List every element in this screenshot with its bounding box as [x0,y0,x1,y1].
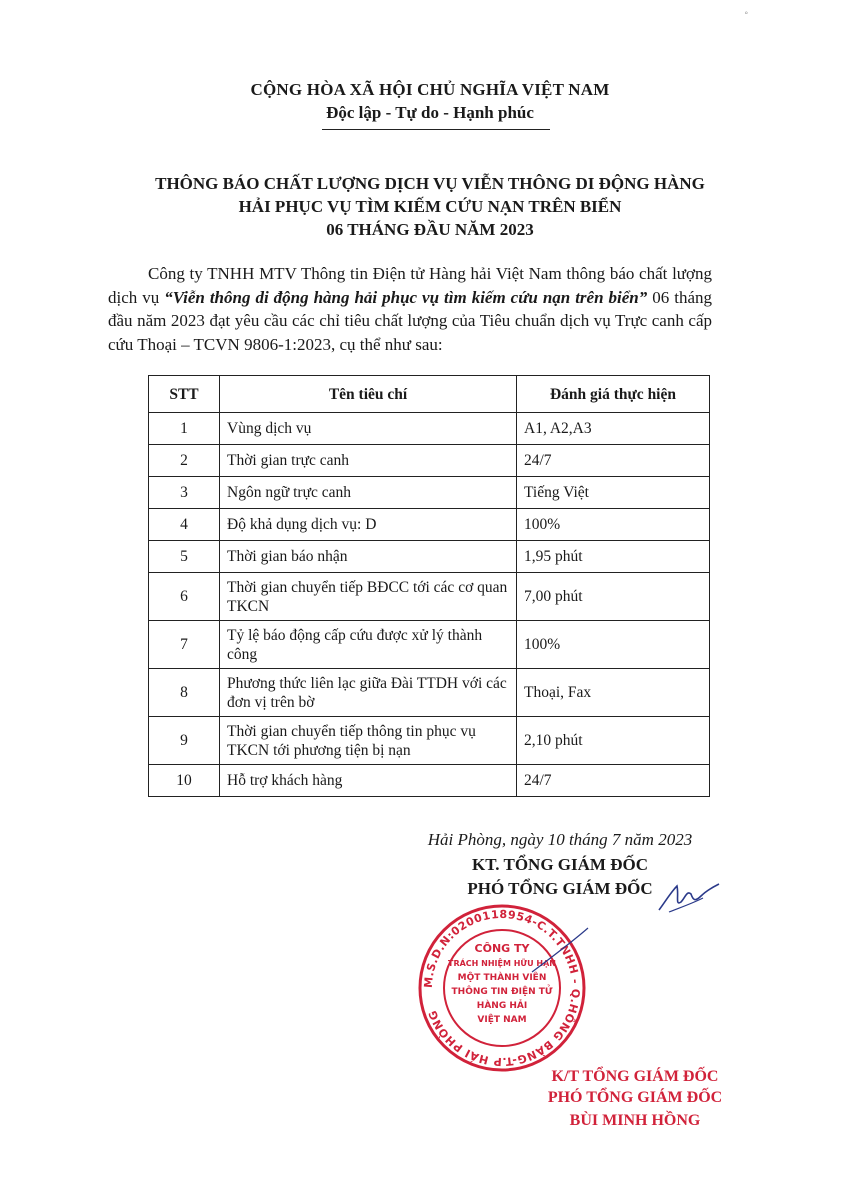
intro-part-2: 06 tháng đầu năm 2023 đạt yêu cầu các chỉ tiêu chất lượng của Tiêu chuẩn dịch vụ Trực canh cấp cứu Thoại – TCVN 9806-1:2023, cụ thể như sau: [108,287,712,354]
criteria-table [148,375,710,797]
cell-stt: 3 [149,477,220,509]
cell-stt: 9 [149,717,220,765]
header-criterion: Tên tiêu chí [220,376,517,413]
table-row [149,573,710,621]
seal-line: CÔNG TY [474,942,530,955]
table-row [149,413,710,445]
table-row [149,669,710,717]
seal-line: TRÁCH NHIỆM HỮU HẠN [448,959,556,968]
cell-stt: 1 [149,413,220,445]
cell-result: 100% [517,509,710,541]
table-row [149,621,710,669]
place-date: Hải Phòng, ngày 10 tháng 7 năm 2023 [427,830,693,849]
cell-result: Tiếng Việt [517,477,710,509]
cell-stt: 7 [149,621,220,669]
table-row [149,445,710,477]
cell-stt: 2 [149,445,220,477]
title-line-3: 06 THÁNG ĐẦU NĂM 2023 [326,220,534,239]
intro-service-name: “Viễn thông di động hàng hải phục vụ tìm kiếm cứu nạn trên biển” [164,287,648,307]
red-sign-line-1: K/T TỔNG GIÁM ĐỐC [551,1068,719,1085]
signer-role-1: KT. TỔNG GIÁM ĐỐC [472,855,648,874]
motto-underline [322,129,550,130]
cell-result: 1,95 phút [517,541,710,573]
table-header-row [149,376,710,413]
title-line-1: THÔNG BÁO CHẤT LƯỢNG DỊCH VỤ VIỄN THÔNG DI ĐỘNG HÀNG [155,174,705,193]
cell-result: A1, A2,A3 [517,413,710,445]
seal-line: MỘT THÀNH VIÊN [457,973,547,983]
seal-ring-text: M.S.D.N:0200118954-C.T.TNHH - Q.HỒNG BÀNG-T.P HẢI PHÒNG [421,907,583,1069]
cell-result: 100% [517,621,710,669]
scan-mark: ◦ [744,8,748,19]
cell-criterion: Vùng dịch vụ [220,413,517,445]
cell-stt: 4 [149,509,220,541]
cell-result: 24/7 [517,445,710,477]
cell-stt: 10 [149,765,220,797]
table-row [149,509,710,541]
cell-stt: 6 [149,573,220,621]
cell-criterion: Độ khả dụng dịch vụ: D [220,509,517,541]
cell-stt: 5 [149,541,220,573]
title-line-2: HẢI PHỤC VỤ TÌM KIẾM CỨU NẠN TRÊN BIỂN [238,197,622,216]
cell-criterion: Tỷ lệ báo động cấp cứu được xử lý thành công [220,621,517,669]
header-stt: STT [149,376,220,413]
signer-role-2: PHÓ TỔNG GIÁM ĐỐC [467,879,653,898]
cell-result: 7,00 phút [517,573,710,621]
seal-line: VIỆT NAM [477,1015,527,1025]
cell-result: Thoại, Fax [517,669,710,717]
red-sign-line-2: PHÓ TỔNG GIÁM ĐỐC [547,1089,723,1106]
table-row [149,541,710,573]
company-seal [412,902,592,1074]
table-row [149,717,710,765]
table-row [149,477,710,509]
cell-criterion: Thời gian chuyển tiếp thông tin phục vụ TKCN tới phương tiện bị nạn [220,717,517,765]
cell-criterion: Thời gian chuyển tiếp BĐCC tới các cơ quan TKCN [220,573,517,621]
cell-result: 24/7 [517,765,710,797]
national-motto: Độc lập - Tự do - Hạnh phúc [326,103,534,122]
header-result: Đánh giá thực hiện [517,376,710,413]
handwritten-signature [655,872,725,922]
seal-line: HÀNG HẢI [476,1001,528,1011]
intro-part-1: Công ty TNHH MTV Thông tin Điện tử Hàng hải Việt Nam thông báo chất lượng dịch vụ [108,264,712,307]
cell-criterion: Thời gian trực canh [220,445,517,477]
national-name: CỘNG HÒA XÃ HỘI CHỦ NGHĨA VIỆT NAM [250,80,610,99]
cell-criterion: Phương thức liên lạc giữa Đài TTDH với các đơn vị trên bờ [220,669,517,717]
cell-criterion: Thời gian báo nhận [220,541,517,573]
table-row [149,765,710,797]
cell-criterion: Hỗ trợ khách hàng [220,765,517,797]
intro-paragraph [108,262,712,356]
cell-result: 2,10 phút [517,717,710,765]
cell-stt: 8 [149,669,220,717]
red-sign-name: BÙI MINH HỒNG [569,1112,701,1129]
seal-line: THÔNG TIN ĐIỆN TỬ [451,987,553,997]
cell-criterion: Ngôn ngữ trực canh [220,477,517,509]
